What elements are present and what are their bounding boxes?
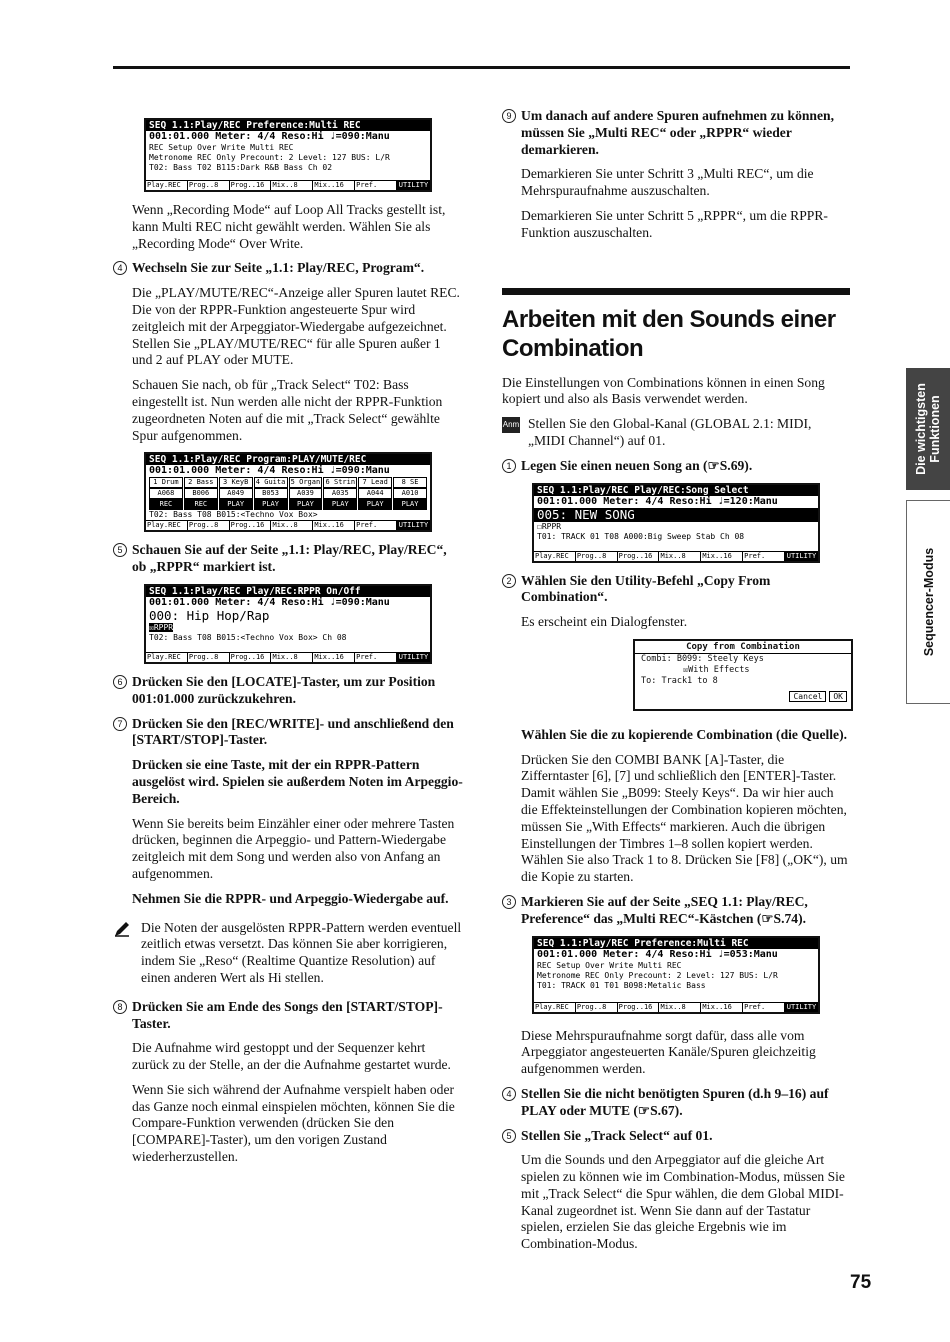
paragraph: Wenn Sie sich während der Aufnahme verspielt haben oder das Ganze noch einmal einspielen möchten, können Sie die Compare-Funktion verwenden (drücken Sie den [COMPARE]-Taster), um den vorigen Zustand wiederherzustellen.: [132, 1081, 455, 1165]
note: [113, 920, 463, 987]
note-text: Stellen Sie den Global-Kanal (GLOBAL 2.1: MIDI, „MIDI Channel“) auf 01.: [528, 416, 812, 448]
track-state: PLAY: [323, 499, 357, 510]
lcd-tab: Mix..16: [701, 1003, 743, 1012]
lcd-tab: Prog..8: [188, 181, 230, 190]
lcd-rppr-on-off: [144, 584, 432, 664]
lcd-preference-multi-rec-2: [532, 936, 820, 1014]
lcd-tab: Mix..8: [659, 1003, 701, 1012]
track-program: A044: [358, 488, 392, 499]
lcd-tab: Prog..16: [618, 552, 660, 561]
lcd-tabs: [534, 1002, 818, 1012]
paragraph: Die Aufnahme wird gestoppt und der Sequenzer kehrt zurück zu der Stelle, an der die Aufnahme gestartet wurde.: [132, 1040, 451, 1073]
step-text: Legen Sie einen neuen Song an (☞S.69).: [521, 457, 753, 473]
lcd-locator: 001:01.000 Meter: 4/4 Reso:Hi ♩=090:Manu: [149, 465, 390, 477]
lcd-metronome: Metronome REC Only Precount: 2 Level: 127 BUS: L/R: [149, 153, 390, 162]
track-program: A049: [219, 488, 253, 499]
lcd-locator: 001:01.000 Meter: 4/4 Reso:Hi ♩=120:Manu: [537, 495, 778, 507]
track-name: 3 KeyB: [219, 477, 253, 488]
lcd-play-mute-rec: [144, 452, 432, 532]
lcd-locator: 001:01.000 Meter: 4/4 Reso:Hi ♩=090:Manu: [149, 131, 390, 142]
page-number: 75: [850, 1272, 872, 1293]
track-name: 1 Drum: [149, 477, 183, 488]
lcd-track: T01: TRACK 01 T08 A000:Big Sweep Stab Ch 08: [537, 531, 745, 541]
paragraph: Demarkieren Sie unter Schritt 3 „Multi REC“, um die Mehrspuraufnahme auszuschalten.: [521, 166, 814, 199]
track-program: B006: [184, 488, 218, 499]
paragraph: Wenn „Recording Mode“ auf Loop All Tracks gestellt ist, kann Multi REC nicht gewählt werden. Wählen Sie als „Recording Mode“ Over Write.: [132, 202, 446, 251]
paragraph: Die „PLAY/MUTE/REC“-Anzeige aller Spuren lautet REC.: [132, 285, 460, 301]
side-tab-label: Sequencer-Modus: [921, 547, 936, 657]
paragraph: Drücken Sie den COMBI BANK [A]-Taster, die Zifferntaster [6], [7] und schließlich den [ENTER]-Taster. Damit wählen Sie „B099: Steely Keys“. Da wir hier auch die Effekteinstellungen der Combination kopieren möchten, müssen Sie „With Effects“ markieren. Auch die übrigen Einstellungen der Timbres 1–8 sollen kopiert werden. Wählen Sie also Track 1 to 8. Drücken Sie [F8] („OK“), um die Kopie zu starten.: [521, 751, 848, 885]
track-program: A010: [393, 488, 427, 499]
lcd-song-select: [532, 483, 820, 563]
lcd-tab: Prog..8: [576, 1003, 618, 1012]
track-program: A068: [149, 488, 183, 499]
lcd-rec-setup: REC Setup Over Write Multi REC: [149, 143, 294, 152]
lcd-tab: Mix..8: [659, 552, 701, 561]
lcd-tab: Mix..16: [313, 521, 355, 530]
dialog-title: Copy from Combination: [635, 641, 851, 654]
anm-icon: Anm: [502, 417, 520, 433]
step-text: Wechseln Sie zur Seite „1.1: Play/REC, Program“.: [132, 260, 425, 276]
paragraph: Wenn Sie bereits beim Einzähler einer oder mehrere Tasten drücken, beginnen die Arpeggio- und Pattern-Wiedergabe zeitgleich mit dem Song und werden also von Anfang an aufgenommen.: [132, 815, 455, 881]
lcd-tab: Prog..16: [618, 1003, 660, 1012]
dialog-to: To: Track1 to 8: [641, 675, 718, 686]
step-number: 5: [113, 543, 127, 557]
rppr-label: RPPR: [541, 521, 562, 531]
step-number: 7: [113, 717, 127, 731]
paragraph: Diese Mehrspuraufnahme sorgt dafür, dass alle vom Arpeggiator angesteuerten Kanäle/Spuren gleichzeitig aufgenommen werden.: [521, 1027, 816, 1077]
step-7: [113, 716, 463, 750]
side-tab-main-functions[interactable]: [906, 368, 950, 490]
paragraph: Die von der RPPR-Funktion angesteuerte Spur wird zeitgleich mit der Arpeggiator-Wiedergabe aufgezeichnet. Stellen Sie „PLAY/MUTE/REC“ für alle Spuren außer 1 und 2 auf PLAY oder MUTE.: [132, 301, 447, 368]
lcd-tab: Pref.: [355, 181, 397, 190]
lcd-tab: Mix..16: [313, 181, 355, 190]
step-6: [113, 674, 463, 708]
track-state: REC: [184, 499, 218, 510]
lcd-header: SEQ 1.1:Play/REC Preference:Multi REC: [534, 938, 818, 949]
track-program: B053: [254, 488, 288, 499]
lcd-header: SEQ 1.1:Play/REC Play/REC:Song Select: [534, 485, 818, 496]
lcd-tab-utility: UTILITY: [786, 551, 817, 560]
copy-from-combination-dialog: [633, 639, 853, 711]
effects-label: With Effects: [688, 664, 750, 675]
step-number: 8: [113, 1000, 127, 1014]
lcd-track-states: [146, 499, 430, 510]
paragraph: Schauen Sie nach, ob für „Track Select“ T02: Bass eingestellt ist. Nun werden alle nicht der RPPR-Funktion zugeordneten Noten auf die mit „Track Select“ gewählte Spur aufgenommen.: [132, 377, 443, 443]
side-tab-sequencer[interactable]: [906, 500, 950, 704]
lcd-header: SEQ 1.1:Play/REC Preference:Multi REC: [146, 120, 430, 131]
step-text: Drücken Sie den [LOCATE]-Taster, um zur Position 001:01.000 zurückzukehren.: [132, 673, 436, 706]
track-name: 4 Guita: [254, 477, 288, 488]
step-number: 4: [502, 1087, 516, 1101]
track-program: A039: [289, 488, 323, 499]
step-text: Schauen Sie auf der Seite „1.1: Play/REC, Play/REC“, ob „RPPR“ markiert ist.: [132, 542, 447, 575]
lcd-locator: 001:01.000 Meter: 4/4 Reso:Hi ♩=053:Manu: [537, 948, 778, 960]
lcd-tab: Prog..16: [230, 653, 272, 662]
lcd-tab: Play.REC: [534, 552, 576, 561]
step-text: Stellen Sie „Track Select“ auf 01.: [521, 1127, 713, 1143]
step-4: [113, 260, 463, 277]
lcd-metronome: Metronome REC Only Precount: 2 Level: 127 BUS: L/R: [537, 970, 778, 980]
lcd-rec-setup: REC Setup Over Write Multi REC: [537, 960, 682, 970]
lcd-tab: Play.REC: [146, 521, 188, 530]
lcd-tabs: [534, 551, 818, 561]
top-rule: [113, 66, 850, 69]
anm-note: [502, 416, 850, 450]
track-name: 2 Bass: [184, 477, 218, 488]
paragraph: Demarkieren Sie unter Schritt 5 „RPPR“, um die RPPR-Funktion auszuschalten.: [521, 207, 828, 240]
lcd-tab: Prog..16: [230, 521, 272, 530]
dialog-buttons: [635, 687, 851, 709]
step-number: 5: [502, 1129, 516, 1143]
lcd-rppr-checkbox: [534, 522, 818, 532]
lcd-rppr-checkbox: [146, 623, 430, 633]
paragraph: Wählen Sie die zu kopierende Combination (die Quelle).: [521, 726, 848, 742]
section-rule: [502, 288, 850, 295]
lcd-header: SEQ 1.1:Play/REC Play/REC:RPPR On/Off: [146, 586, 430, 597]
lcd-tab-utility: UTILITY: [398, 652, 429, 661]
lcd-tab: Prog..8: [576, 552, 618, 561]
paragraph: Es erscheint ein Dialogfenster.: [521, 614, 688, 630]
lcd-tab: Play.REC: [534, 1003, 576, 1012]
lcd-track-programs: [146, 488, 430, 499]
paragraph: Nehmen Sie die RPPR- und Arpeggio-Wiedergabe auf.: [132, 890, 449, 906]
step-number: 1: [502, 459, 516, 473]
step-5: [113, 542, 463, 576]
lcd-tab: Prog..8: [188, 521, 230, 530]
section-heading: Arbeiten mit den Sounds einer Combination: [502, 305, 836, 362]
step-8: [113, 999, 463, 1033]
dialog-effects-checkbox: [635, 665, 851, 676]
lcd-song-name: 000: Hip Hop/Rap: [149, 607, 270, 623]
rppr-label: RPPR: [153, 622, 174, 632]
track-name: 7 Lead: [358, 477, 392, 488]
step-text: Um danach auf andere Spuren aufnehmen zu können, müssen Sie „Multi REC“ oder „RPPR“ wieder demarkieren.: [521, 108, 834, 157]
lcd-track: T02: Bass T08 B015:<Techno Vox Box> Ch 08: [149, 632, 347, 642]
track-state: PLAY: [254, 499, 288, 510]
lcd-tabs: [146, 652, 430, 662]
lcd-tab-utility: UTILITY: [398, 521, 429, 530]
lcd-tab: Mix..8: [271, 521, 313, 530]
checkbox-checked-icon: ☒: [683, 664, 689, 675]
step-3: [502, 894, 850, 928]
lcd-tab-utility: UTILITY: [786, 1002, 817, 1011]
step-text: Markieren Sie auf der Seite „SEQ 1.1: Play/REC, Preference“ das „Multi REC“-Kästchen (☞S.74).: [521, 893, 808, 926]
lcd-tab-utility: UTILITY: [398, 181, 429, 189]
step-number: 6: [113, 675, 127, 689]
lcd-track: T02: Bass T02 B115:Dark R&B Bass Ch 02: [149, 163, 333, 172]
step-4: [502, 1086, 850, 1120]
paragraph: Drücken sie eine Taste, mit der ein RPPR-Pattern ausgelöst wird. Spielen sie außerdem Noten im Arpeggio-Bereich.: [132, 757, 463, 806]
pencil-note-icon: [113, 920, 131, 938]
lcd-tab: Prog..16: [230, 181, 272, 190]
step-number: 3: [502, 895, 516, 909]
step-9: [502, 108, 850, 158]
lcd-tab: Mix..16: [313, 653, 355, 662]
paragraph: Um die Sounds und den Arpeggiator auf die gleiche Art spielen zu können wie im Combination-Modus, müssen Sie mit „Track Select“ die Spur wählen, die dem Global MIDI-Kanal zugeordnet ist. Wenn Sie dann auf der Tastatur spielen, erzielen Sie das gleiche Ergebnis wie im Combination-Modus.: [521, 1152, 845, 1252]
step-1: [502, 458, 850, 475]
track-state: PLAY: [358, 499, 392, 510]
step-text: Wählen Sie den Utility-Befehl „Copy From Combination“.: [521, 572, 771, 605]
paragraph: Die Einstellungen von Combinations können in einen Song kopiert und also als Basis verwendet werden.: [502, 374, 825, 407]
track-name: 8 SE: [393, 477, 427, 488]
track-state: PLAY: [289, 499, 323, 510]
checkbox-unchecked-icon: ☐: [537, 521, 542, 531]
step-text: Stellen Sie die nicht benötigten Spuren (d.h 9–16) auf PLAY oder MUTE (☞S.67).: [521, 1085, 829, 1118]
track-state: PLAY: [393, 499, 427, 510]
lcd-tab: Prog..8: [188, 653, 230, 662]
dialog-combi: Combi: B099: Steely Keys: [641, 653, 764, 664]
lcd-locator: 001:01.000 Meter: 4/4 Reso:Hi ♩=090:Manu: [149, 596, 390, 608]
right-column: [502, 108, 850, 1261]
lcd-tab: Pref.: [743, 1003, 785, 1012]
cancel-button[interactable]: Cancel: [789, 691, 826, 702]
lcd-tab: Mix..16: [701, 552, 743, 561]
lcd-track: T02: Bass T08 B015:<Techno Vox Box>: [149, 510, 318, 520]
lcd-track-names: [146, 477, 430, 488]
ok-button[interactable]: OK: [829, 691, 847, 702]
step-text: Drücken Sie am Ende des Songs den [START/STOP]-Taster.: [132, 998, 443, 1031]
lcd-song-name: 005: NEW SONG: [534, 508, 818, 522]
step-text: Drücken Sie den [REC/WRITE]- und anschließend den [START/STOP]-Taster.: [132, 715, 454, 748]
lcd-preference-multi-rec: [144, 118, 432, 192]
step-2: [502, 573, 850, 607]
track-state: REC: [149, 499, 183, 510]
lcd-tab: Mix..8: [271, 181, 313, 190]
lcd-tab: Pref.: [743, 552, 785, 561]
side-tab-label: Die wichtigsten Funktionen: [914, 383, 942, 475]
lcd-tabs: [146, 520, 430, 530]
track-name: 6 Strin: [323, 477, 357, 488]
lcd-header: SEQ 1.1:Play/REC Program:PLAY/MUTE/REC: [146, 454, 430, 465]
step-number: 4: [113, 261, 127, 275]
lcd-tab: Mix..8: [271, 653, 313, 662]
left-column: [113, 118, 463, 1174]
lcd-tab: Play.REC: [146, 181, 188, 190]
lcd-tab: Pref.: [355, 653, 397, 662]
lcd-track: T01: TRACK 01 T01 B098:Metalic Bass: [537, 980, 706, 990]
track-program: A035: [323, 488, 357, 499]
note-text: Die Noten der ausgelösten RPPR-Pattern werden eventuell zeitlich etwas versetzt. Das können Sie aber korrigieren, indem Sie „Reso“ (Realtime Quantize Resolution) auf einen anderen Wert als Hi stellen.: [141, 919, 462, 985]
step-5: [502, 1128, 850, 1145]
lcd-tab: Play.REC: [146, 653, 188, 662]
track-name: 5 Organ: [289, 477, 323, 488]
step-number: 9: [502, 109, 516, 123]
lcd-tab: Pref.: [355, 521, 397, 530]
track-state: PLAY: [219, 499, 253, 510]
step-number: 2: [502, 574, 516, 588]
lcd-tabs: [146, 180, 430, 190]
checkbox-checked-icon: ☒: [149, 622, 154, 632]
